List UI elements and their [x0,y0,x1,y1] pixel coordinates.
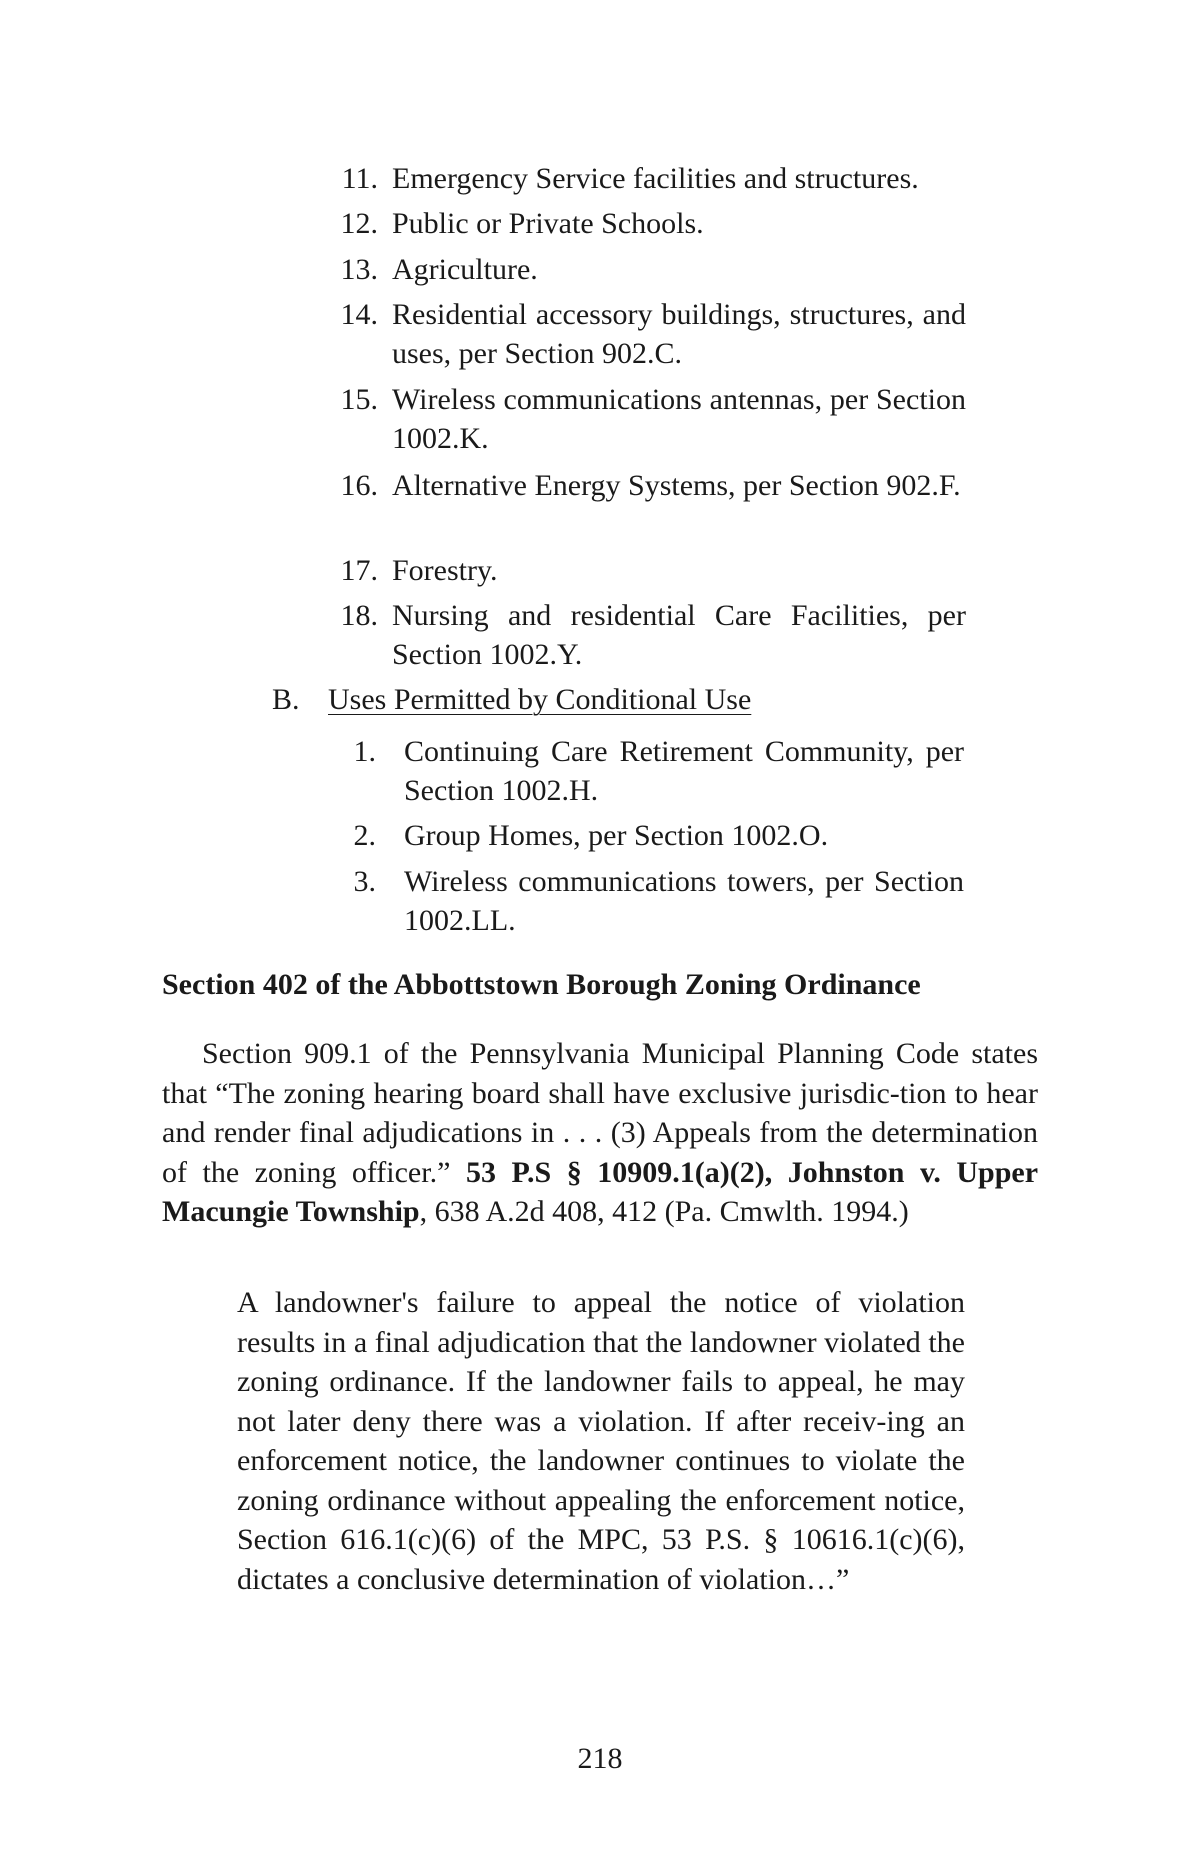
section-heading: Section 402 of the Abbottstown Borough Zoning Ordinance [162,968,921,1001]
subsection-letter: B. [272,683,300,716]
list-item-text: Group Homes, per Section 1002.O. [404,819,829,852]
list-item-text: Emergency Service facilities and structures. [392,162,919,195]
statute-citation: 53 P.S § 10909.1(a)(2), [465,1155,773,1189]
list-item-number: 1. [353,735,376,768]
list-item-number: 12. [340,207,378,240]
list-item-number: 17. [340,554,378,587]
list-item-number: 13. [340,253,378,286]
block-quote: A landowner's failure to appeal the notice of violation results in a final adjudication that the landowner violated the zoning ordinance. If the landowner fails to appeal, he may not later deny there was a violation. If after receiv-ing an enforcement notice, the landowner continues to violate the zoning ordinance without appealing the enforcement notice, Section 616.1(c)(6) of the MPC, 53 P.S. § 10616.1(c)(6), dictates a conclusive determination of violation…” [237,1286,965,1596]
list-item-number: 3. [353,865,376,898]
list-item-text: Wireless communications towers, per Section 1002.LL. [404,865,964,937]
list-item-number: 18. [340,599,378,632]
list-item-text: Nursing and residential Care Facilities, per Section 1002.Y. [392,599,966,671]
list-item-text: Forestry. [392,554,498,587]
list-item-number: 16. [340,469,378,502]
list-item-number: 2. [353,819,376,852]
list-item-text: Alternative Energy Systems, per Section 902.F. [392,469,961,502]
case-name: Johnston v. Upper Macungie Township [162,1155,1039,1228]
list-item-number: 11. [341,162,378,195]
list-item-number: 14. [340,298,378,331]
list-item-text: Wireless communications antennas, per Section 1002.K. [392,383,966,455]
body-paragraph [162,1034,1038,1232]
list-item-text: Public or Private Schools. [392,207,704,240]
page-number: 218 [577,1742,623,1775]
paragraph-citation-tail: , 638 A.2d 408, 412 (Pa. Cmwlth. 1994.) [419,1195,909,1228]
list-item-text: Residential accessory buildings, structures, and uses, per Section 902.C. [392,298,966,370]
list-item-number: 15. [340,383,378,416]
paragraph-text: Section 909.1 of the Pennsylvania Municipal Planning Code states that “The zoning hearing board shall have exclusive jurisdic-tion to hear and render final adjudications in . . . (3) Appeals from the determination of the zoning officer.” [162,1037,1038,1189]
list-item-text: Agriculture. [392,253,538,286]
subsection-title: Uses Permitted by Conditional Use [328,683,752,716]
list-item-text: Continuing Care Retirement Community, per Section 1002.H. [404,735,964,807]
